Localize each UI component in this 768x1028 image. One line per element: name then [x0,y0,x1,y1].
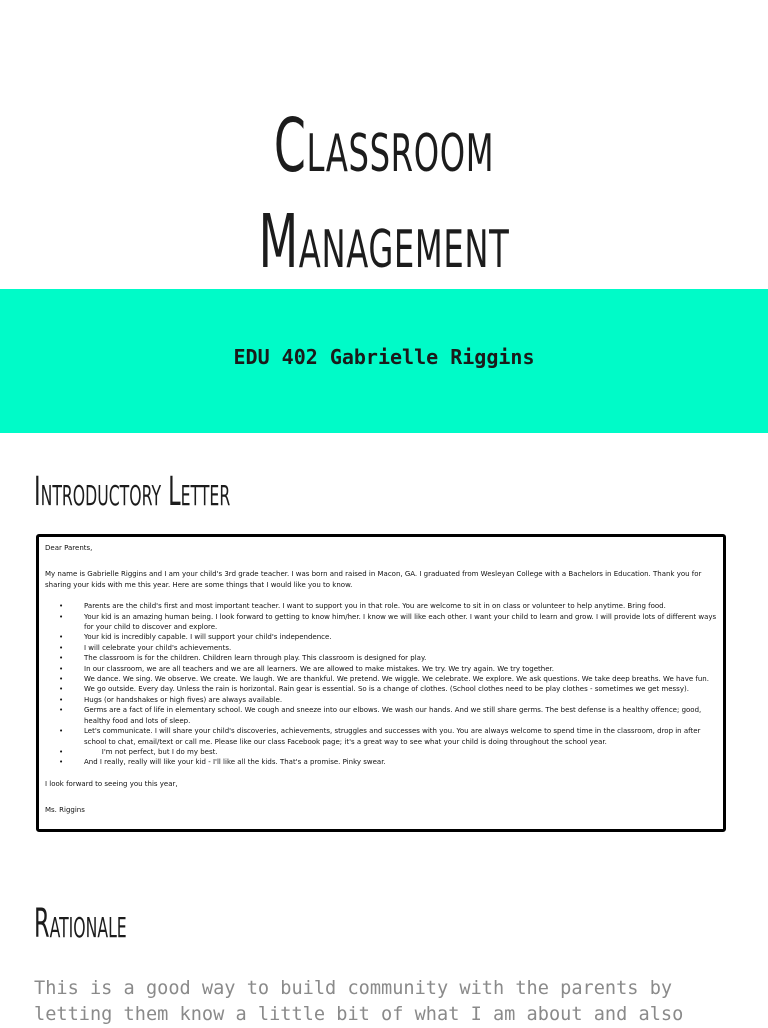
list-item: • Parents are the child's first and most important teacher. I want to support you in that role. You are welcome to sit in on class or volunteer to help anytime. Bring food. [59,602,666,611]
course-subtitle: EDU 402 Gabrielle Riggins [233,345,535,369]
list-item: • The classroom is for the children. Children learn through play. This classroom is designed for play. [59,654,427,663]
letter-intro: My name is Gabrielle Riggins and I am your child's 3rd grade teacher. I was born and raised in Macon, GA. I graduated from Wesleyan College with a Bachelors in Education. Thank you for sharing your kids with me this year. Here are some things that I would like you to know. [45,570,702,589]
rationale-line: This is a good way to build community with the parents by [34,978,673,999]
bullet-icon: • [59,612,64,621]
rationale-body [34,976,734,1028]
bullet-icon: • [59,747,64,756]
letter-greeting: Dear Parents, [45,544,93,552]
letter-bullet-list [45,601,717,768]
introductory-letter [36,534,726,832]
list-item: • Hugs (or handshakes or high fives) are always available. [59,695,283,704]
bullet-icon: • [59,643,64,652]
list-item: • In our classroom, we are all teachers and we are all learners. We are allowed to make mistakes. We try. We try again. We try together. [59,664,554,673]
list-item: • I'm not perfect, but I do my best. [59,747,218,756]
list-item: • And I really, really will like your kid - I'll like all the kids. That's a promise. Pinky swear. [59,758,386,767]
bullet-icon: • [59,664,64,673]
list-item: • Your kid is incredibly capable. I will support your child's independence. [59,633,332,642]
rationale-heading: Rationale [34,901,127,947]
rationale-line: letting them know a little bit of what I am about and also [34,1004,684,1025]
page-title: Classroom Management [258,103,510,285]
introductory-letter-heading: Introductory Letter [34,469,231,515]
list-item: • Your kid is an amazing human being. I look forward to getting to know him/her. I know we will like each other. I want your child to learn and grow. I will provide lots of different ways for your child to discover and explore. [59,612,717,632]
bullet-icon: • [59,654,64,663]
bullet-icon: • [59,706,64,715]
bullet-icon: • [59,602,64,611]
bullet-icon: • [59,675,64,684]
bullet-icon: • [59,758,64,767]
bullet-icon: • [59,727,64,736]
bullet-icon: • [59,695,64,704]
list-item: • Germs are a fact of life in elementary school. We cough and sneeze into our elbows. We wash our hands. And we still share germs. The best defense is a healthy offence; good, healthy food and lots of sleep. [59,706,702,725]
letter-closing: I look forward to seeing you this year, [45,779,178,788]
list-item: • Let's communicate. I will share your child's discoveries, achievements, struggles and successes with you. You are always welcome to spend time in the classroom, drop in after school to chat, email/text or call me. Please like our class Facebook page; it's a great way to see what your child is doing throughout the school year. [59,727,701,746]
letter-signature: Ms. Riggins [45,806,85,815]
bullet-icon: • [59,685,64,694]
bullet-icon: • [59,633,64,642]
list-item: • We go outside. Every day. Unless the rain is horizontal. Rain gear is essential. So is a change of clothes. (School clothes need to be play clothes - sometimes we get messy). [59,685,689,694]
list-item: • We dance. We sing. We observe. We create. We laugh. We are thankful. We pretend. We wiggle. We celebrate. We explore. We ask questions. We take deep breaths. We have fun. [59,675,709,684]
list-item: • I will celebrate your child's achievements. [59,643,232,652]
